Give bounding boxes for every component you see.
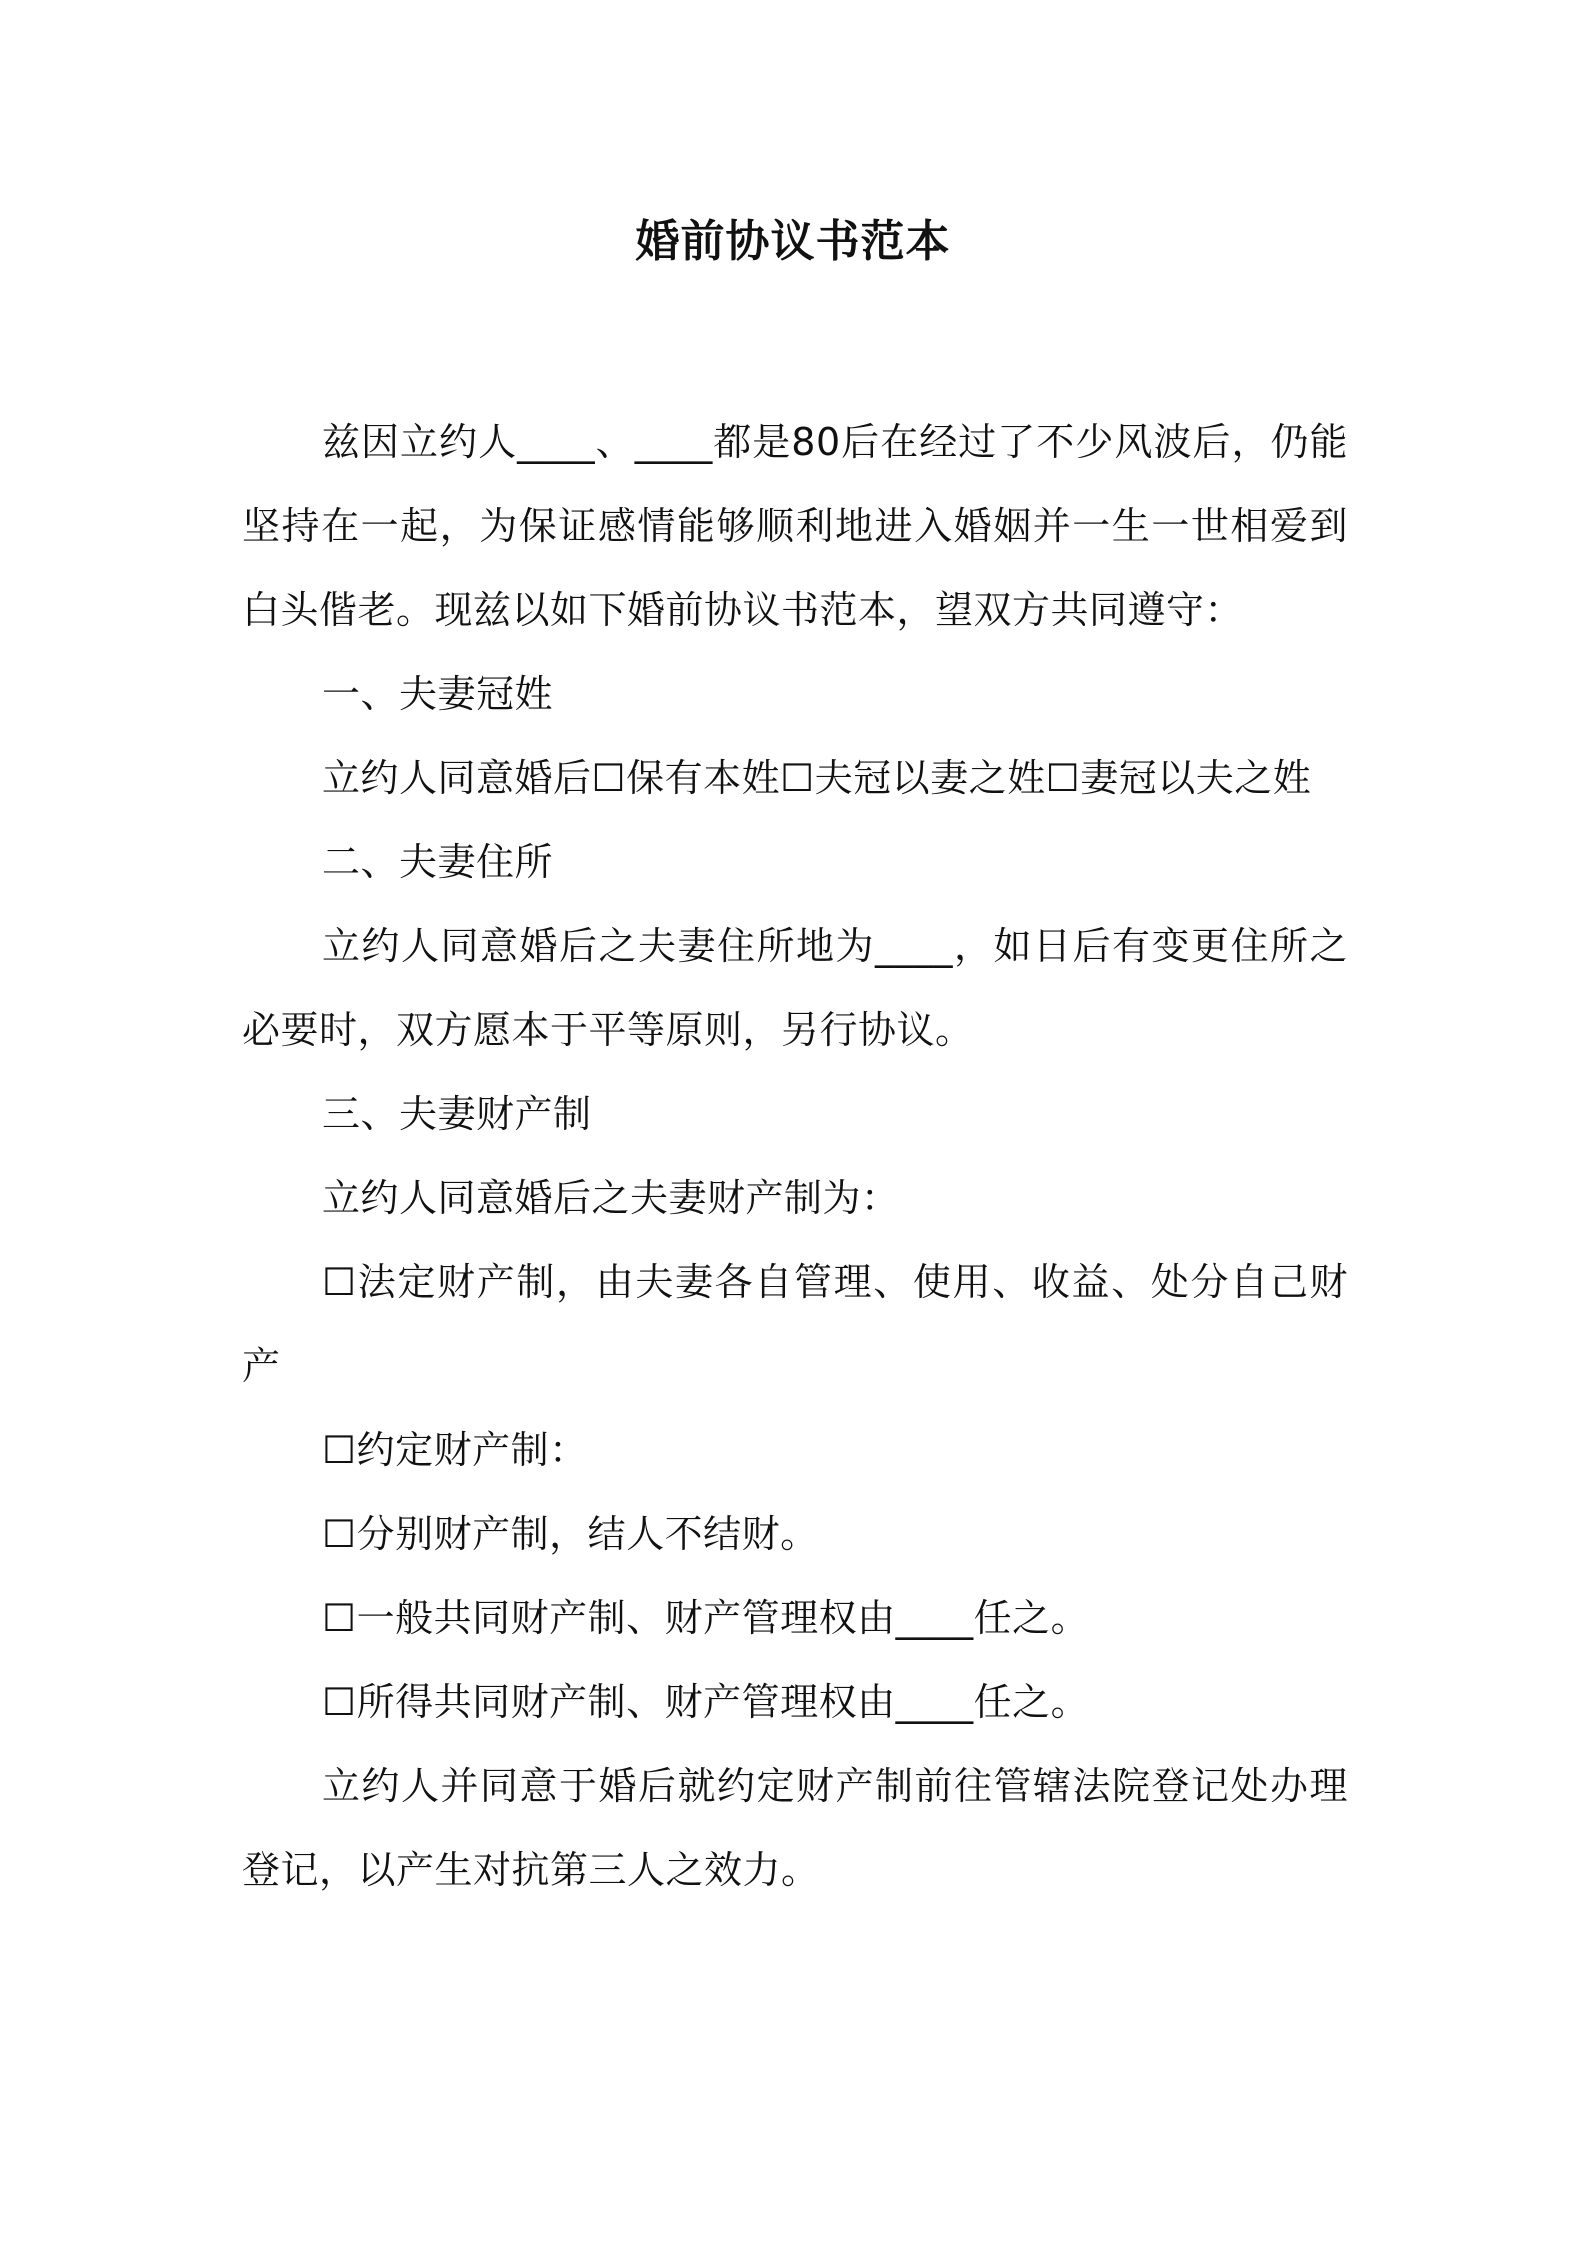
section-heading-property: 三、夫妻财产制 xyxy=(322,1092,592,1136)
property-option-statutory: ☐法定财产制，由夫妻各自管理、使用、收益、处分自己财产 xyxy=(242,1260,1348,1388)
document-title: 婚前协议书范本 xyxy=(635,216,951,267)
intro-paragraph: 兹因立约人____、____都是80后在经过了不少风波后，仍能坚持在一起，为保证感情能够顺利地进入婚姻并一生一世相爱到白头偕老。现兹以如下婚前协议书范本，望双方共同遵守： xyxy=(242,420,1348,632)
document-body xyxy=(242,400,1348,1912)
property-option-separate: ☐分别财产制，结人不结财。 xyxy=(322,1512,819,1556)
property-option-general-joint: ☐一般共同财产制、财产管理权由____任之。 xyxy=(322,1596,1090,1640)
property-intro-paragraph: 立约人同意婚后之夫妻财产制为： xyxy=(322,1176,900,1220)
property-option-income-joint: ☐所得共同财产制、财产管理权由____任之。 xyxy=(322,1680,1090,1724)
property-option-agreed: ☐约定财产制： xyxy=(322,1428,588,1472)
registration-paragraph: 立约人并同意于婚后就约定财产制前往管辖法院登记处办理登记，以产生对抗第三人之效力。 xyxy=(242,1764,1348,1892)
residence-paragraph: 立约人同意婚后之夫妻住所地为____，如日后有变更住所之必要时，双方愿本于平等原则，另行协议。 xyxy=(242,924,1348,1052)
surname-options-paragraph: 立约人同意婚后☐保有本姓☐夫冠以妻之姓☐妻冠以夫之姓 xyxy=(322,756,1312,800)
section-heading-surname: 一、夫妻冠姓 xyxy=(322,672,554,716)
section-heading-residence: 二、夫妻住所 xyxy=(322,840,554,884)
